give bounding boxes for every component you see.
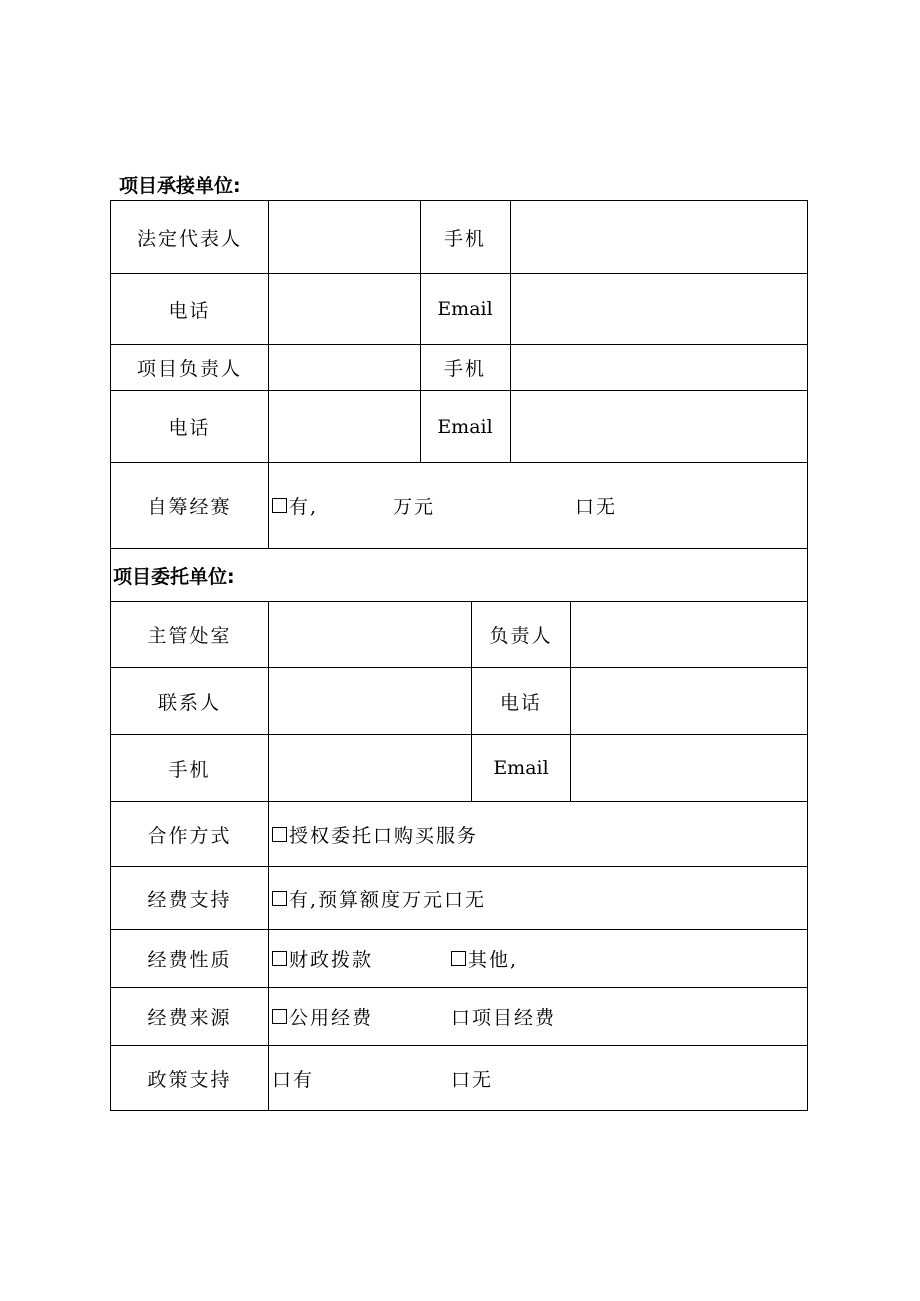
contact-phone-label: 电话 bbox=[499, 691, 542, 714]
legal-rep-email-input[interactable] bbox=[511, 274, 807, 344]
self-funding-unit: 万元 bbox=[393, 496, 436, 518]
funding-source-opt2[interactable]: 口项目经费 bbox=[451, 1007, 557, 1029]
funding-nature-options bbox=[269, 930, 807, 987]
coop-mode-label: 合作方式 bbox=[147, 824, 232, 847]
legal-rep-email-label: Email bbox=[437, 298, 493, 320]
dept-label: 主管处室 bbox=[147, 625, 232, 647]
self-funding-options bbox=[269, 463, 807, 548]
policy-support-label: 政策支持 bbox=[147, 1068, 232, 1091]
contact-mobile-input[interactable] bbox=[269, 735, 471, 801]
project-lead-mobile-label: 手机 bbox=[443, 358, 486, 380]
funding-source-label: 经费来源 bbox=[147, 1007, 232, 1029]
checkbox-icon[interactable] bbox=[272, 891, 287, 906]
policy-support-yes[interactable]: 口有 bbox=[272, 1068, 315, 1091]
checkbox-icon[interactable] bbox=[272, 827, 287, 842]
checkbox-icon[interactable] bbox=[272, 951, 287, 966]
contractor-section-title: 项目承接单位: bbox=[119, 175, 241, 197]
funding-nature-label: 经费性质 bbox=[147, 949, 232, 971]
contact-label: 联系人 bbox=[157, 691, 221, 714]
project-lead-label: 项目负责人 bbox=[136, 358, 242, 380]
legal-rep-input[interactable] bbox=[269, 201, 420, 273]
project-form-table bbox=[110, 200, 808, 1111]
contact-email-input[interactable] bbox=[571, 735, 807, 801]
project-lead-input[interactable] bbox=[269, 345, 420, 390]
project-lead-phone-input[interactable] bbox=[269, 391, 420, 462]
funding-source-options bbox=[269, 988, 807, 1045]
self-funding-yes-text: 有, bbox=[289, 496, 319, 518]
project-lead-phone-label: 电话 bbox=[168, 417, 211, 439]
funding-nature-opt2-text: 其他, bbox=[468, 949, 519, 971]
dept-input[interactable] bbox=[269, 602, 471, 667]
self-funding-no-option[interactable]: 口无 bbox=[575, 496, 618, 518]
funding-nature-opt1[interactable] bbox=[272, 930, 373, 987]
funding-source-opt1-text: 公用经费 bbox=[289, 1007, 374, 1029]
project-lead-email-label: Email bbox=[437, 415, 493, 438]
funding-support-text: 有,预算额度万元口无 bbox=[289, 888, 487, 911]
legal-rep-phone-label: 电话 bbox=[168, 299, 211, 322]
coop-mode-text: 授权委托口购买服务 bbox=[289, 824, 479, 847]
checkbox-icon[interactable] bbox=[272, 498, 287, 513]
funding-support-label: 经费支持 bbox=[147, 888, 232, 911]
checkbox-icon[interactable] bbox=[451, 951, 466, 966]
checkbox-icon[interactable] bbox=[272, 1009, 287, 1024]
contact-mobile-label: 手机 bbox=[168, 758, 211, 781]
project-lead-email-input[interactable] bbox=[511, 391, 807, 462]
legal-rep-label: 法定代表人 bbox=[136, 227, 242, 250]
funding-source-opt1[interactable] bbox=[272, 988, 373, 1045]
coop-mode-options[interactable] bbox=[269, 802, 807, 866]
legal-rep-mobile-label: 手机 bbox=[443, 227, 486, 250]
dept-head-input[interactable] bbox=[571, 602, 807, 667]
project-lead-mobile-input[interactable] bbox=[511, 345, 807, 390]
legal-rep-phone-input[interactable] bbox=[269, 274, 420, 344]
policy-support-options bbox=[269, 1046, 807, 1110]
contact-phone-input[interactable] bbox=[571, 668, 807, 734]
dept-head-label: 负责人 bbox=[489, 625, 553, 647]
funding-nature-opt1-text: 财政拨款 bbox=[289, 949, 374, 971]
policy-support-no[interactable]: 口无 bbox=[451, 1068, 494, 1091]
funding-support-options[interactable] bbox=[269, 867, 807, 929]
contact-input[interactable] bbox=[269, 668, 471, 734]
contact-email-label: Email bbox=[493, 757, 549, 779]
legal-rep-mobile-input[interactable] bbox=[511, 201, 807, 273]
self-funding-yes-option[interactable] bbox=[272, 463, 318, 548]
client-section-title: 项目委托单位: bbox=[113, 565, 235, 588]
funding-nature-opt2[interactable] bbox=[451, 930, 518, 987]
self-funding-label: 自筹经赛 bbox=[147, 496, 232, 518]
